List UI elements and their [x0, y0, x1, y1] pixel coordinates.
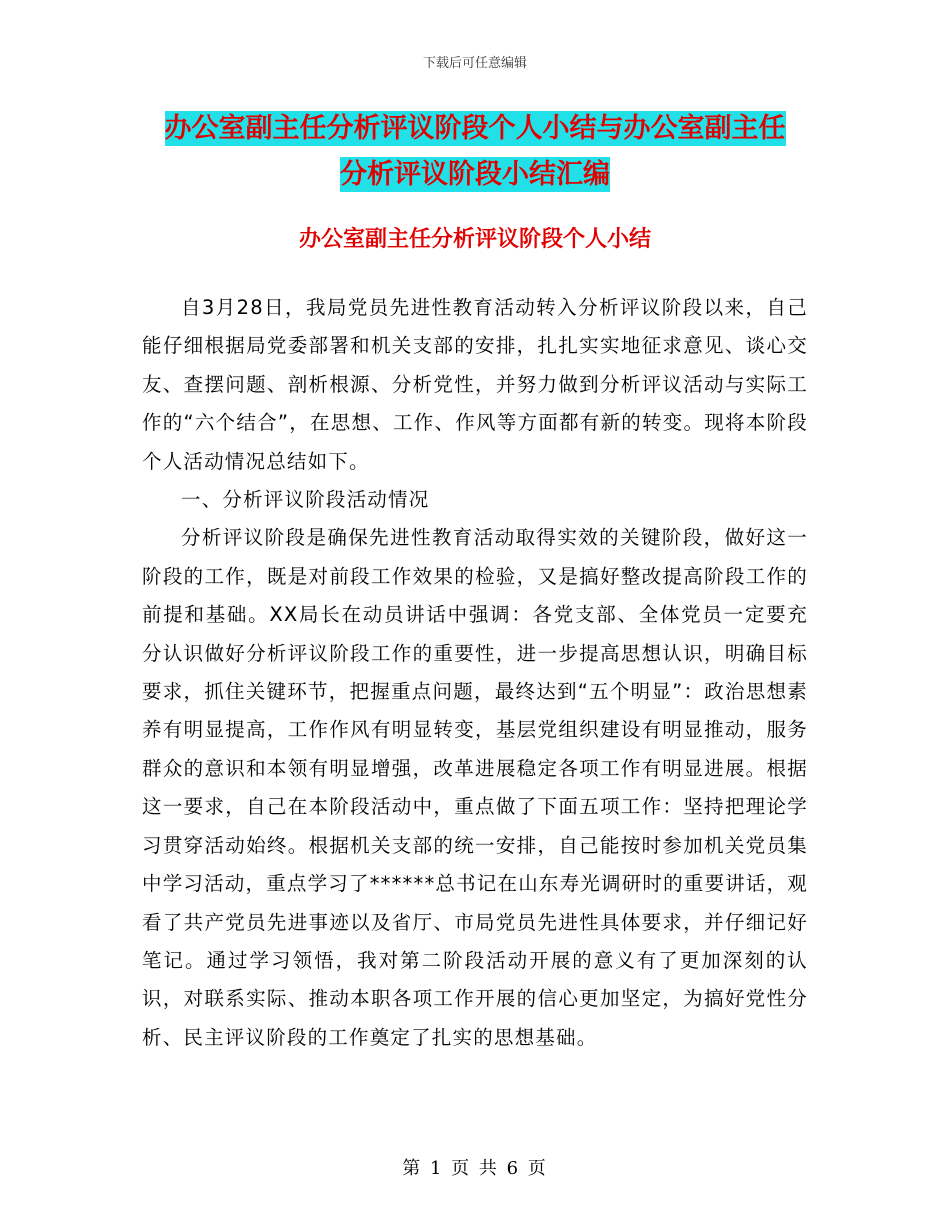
section-heading-1: 一、分析评议阶段活动情况 — [181, 488, 430, 512]
document-title-line-1: 办公室副主任分析评议阶段个人小结与办公室副主任 — [164, 113, 786, 144]
body-paragraph: 分析评议阶段是确保先进性教育活动取得实效的关键阶段，做好这一阶段的工作，既是对前段工作效果的检验，又是搞好整改提高阶段工作的前提和基础。XX局长在动员讲话中强调：各党支部、全体党员一定要充分认识做好分析评议阶段工作的重要性，进一步提高思想认识，明确目标要求，抓住关键环节，把握重点问题，最终达到“五个明显”：政治思想素养有明显提高，工作作风有明显转变，基层党组织建设有明显推动，服务群众的意识和本领有明显增强，改革进展稳定各项工作有明显进展。根据这一要求，自己在本阶段活动中，重点做了下面五项工作：坚持把理论学习贯穿活动始终。根据机关支部的统一安排，自己能按时参加机关党员集中学习活动，重点学习了******总书记在山东寿光调研时的重要讲话，观看了共产党员先进事迹以及省厅、市局党员先进性具体要求，并仔细记好笔记。通过学习领悟，我对第二阶段活动开展的意义有了更加深刻的认识，对联系实际、推动本职各项工作开展的信心更加坚定，为搞好党性分析、民主评议阶段的工作奠定了扎实的思想基础。 — [142, 526, 809, 1049]
intro-paragraph: 自3月28日，我局党员先进性教育活动转入分析评议阶段以来，自己能仔细根据局党委部署和机关支部的安排，扎扎实实地征求意见、谈心交友、查摆问题、剖析根源、分析党性，并努力做到分析评议活动与实际工作的“六个结合”，在思想、工作、作风等方面都有新的转变。现将本阶段个人活动情况总结如下。 — [142, 296, 808, 473]
section-title: 办公室副主任分析评议阶段个人小结 — [298, 226, 651, 252]
body-text — [142, 289, 808, 1057]
page-footer: 第 1 页 共 6 页 — [402, 1158, 548, 1179]
document-title-line-2: 分析评议阶段小结汇编 — [340, 159, 610, 190]
page-header: 下载后可任意编辑 — [422, 56, 527, 71]
document-title — [80, 106, 870, 198]
